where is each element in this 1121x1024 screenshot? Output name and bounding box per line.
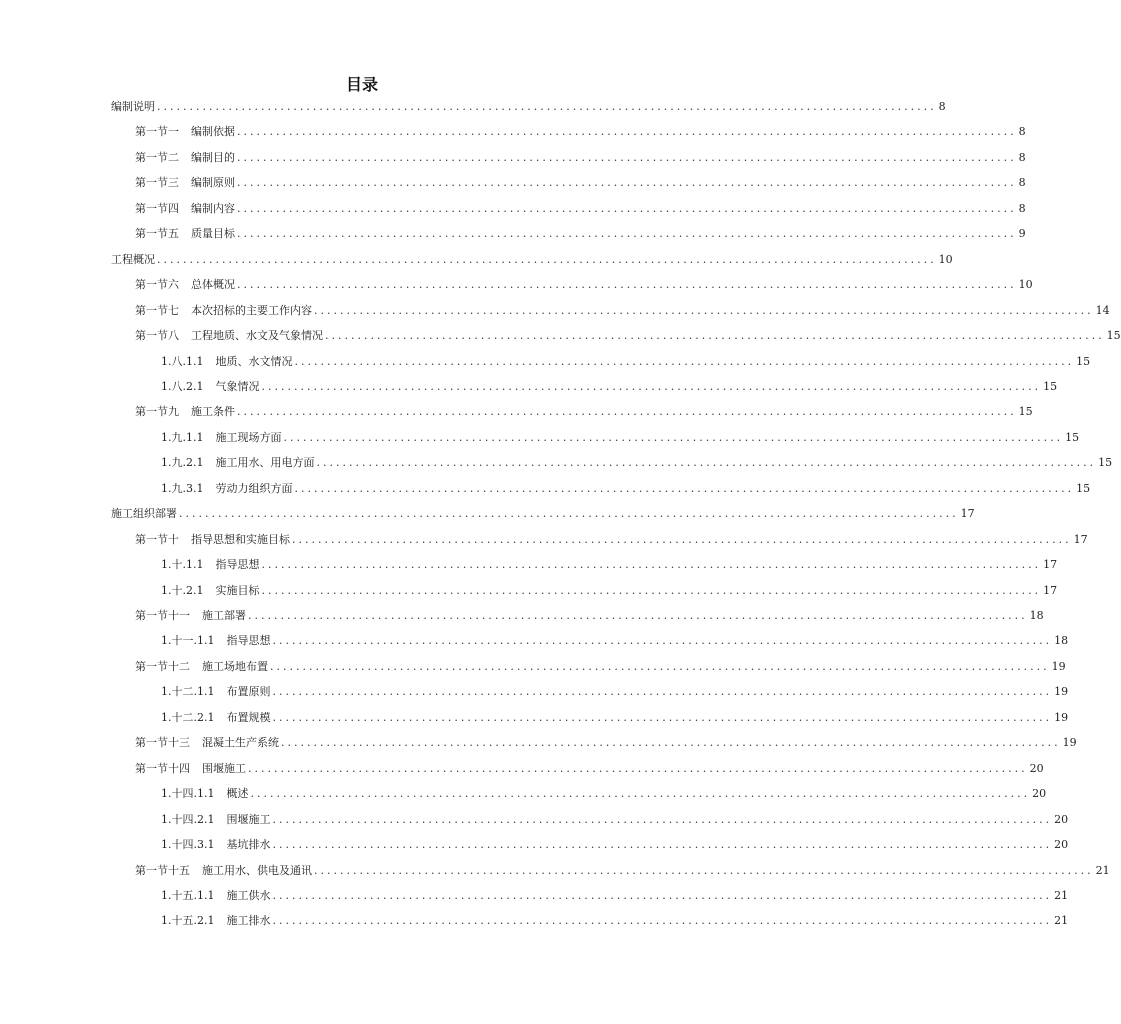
toc-page-number: 18: [1029, 609, 1044, 622]
toc-entry-label: [161, 380, 260, 394]
toc-entry-number: 1.九.2.1: [161, 456, 204, 470]
toc-entry-label: [161, 558, 260, 572]
toc-entry-title: 施工现场方面: [215, 430, 282, 444]
toc-entry[interactable]: [135, 300, 1110, 318]
toc-page-number: 20: [1054, 838, 1069, 852]
toc-dot-leader: ........................................................................................................................: [237, 405, 1017, 419]
toc-entry-label: [135, 329, 323, 343]
toc-entry-number: 编制说明: [111, 100, 155, 113]
toc-entry[interactable]: [161, 351, 1091, 369]
toc-entry-number: 1.十四.2.1: [161, 812, 215, 826]
toc-dot-leader: ........................................................................................................................: [272, 888, 1053, 902]
toc-page-number: 15: [1043, 379, 1058, 393]
toc-dot-leader: ........................................................................................................................: [157, 100, 937, 113]
toc-entry-number: 第一节十一: [135, 609, 190, 622]
toc-page-number: 17: [1043, 558, 1058, 572]
toc-entry-number: 施工组织部署: [111, 507, 177, 521]
toc-entry-label: [135, 736, 279, 750]
toc-dot-leader: ........................................................................................................................: [248, 609, 1028, 622]
toc-entry[interactable]: [161, 554, 1058, 572]
toc-entry-title: 指导思想: [215, 558, 260, 572]
toc-entry-number: 第一节五: [135, 227, 179, 241]
toc-entry-title: 施工条件: [191, 405, 235, 419]
toc-entry-number: 1.十.1.1: [161, 558, 204, 572]
toc-page-number: 15: [1018, 405, 1033, 419]
toc-entry[interactable]: [135, 121, 1026, 139]
toc-entry[interactable]: [111, 503, 975, 521]
toc-entry-title: 指导思想和实施目标: [191, 532, 290, 546]
toc-entry-number: 1.九.1.1: [161, 430, 204, 444]
toc-entry-label: [135, 533, 290, 547]
toc-dot-leader: ........................................................................................................................: [237, 176, 1017, 190]
toc-entry-number: 工程概况: [111, 252, 155, 266]
toc-page-number: 17: [1043, 583, 1058, 597]
toc-entry-title: 布置原则: [226, 685, 271, 699]
toc-entry-label: [135, 151, 235, 165]
toc-entry-title: 编制内容: [191, 201, 235, 215]
toc-entry-title: 指导思想: [226, 634, 271, 648]
toc-entry-title: 布置规模: [226, 710, 271, 724]
toc-entry[interactable]: [161, 834, 1069, 852]
toc-entry[interactable]: [135, 198, 1026, 216]
toc-page-number: 15: [1076, 481, 1091, 495]
toc-entry-number: 1.十一.1.1: [161, 634, 215, 648]
toc-dot-leader: ........................................................................................................................: [292, 532, 1072, 546]
toc-page-number: 20: [1032, 787, 1047, 801]
toc-dot-leader: ........................................................................................................................: [283, 430, 1064, 444]
toc-entry[interactable]: [135, 732, 1077, 750]
toc-dot-leader: ........................................................................................................................: [179, 507, 959, 521]
toc-page-number: 20: [1029, 761, 1044, 775]
toc-entry-number: 第一节一: [135, 125, 179, 139]
toc-page-number: 15: [1106, 329, 1121, 343]
toc-entry-label: [135, 762, 246, 776]
toc-entry-title: 基坑排水: [226, 838, 271, 852]
toc-entry-title: 施工用水、供电及通讯: [202, 863, 312, 877]
toc-entry-label: [135, 227, 235, 241]
toc-entry[interactable]: [161, 478, 1091, 496]
toc-entry[interactable]: [135, 656, 1066, 674]
toc-dot-leader: ........................................................................................................................: [157, 252, 937, 266]
toc-entry-label: [135, 304, 312, 318]
toc-entry[interactable]: [135, 529, 1088, 547]
toc-entry-title: 总体概况: [191, 278, 235, 292]
toc-entry-title: 施工供水: [226, 888, 271, 902]
toc-entry-title: 施工场地布置: [202, 659, 268, 673]
toc-entry-number: 第一节八: [135, 329, 179, 343]
toc-entry[interactable]: [135, 147, 1026, 165]
toc-entry[interactable]: [135, 605, 1044, 623]
toc-entry-label: [111, 253, 155, 267]
toc-entry-label: [135, 609, 246, 623]
toc-dot-leader: ........................................................................................................................: [237, 125, 1017, 139]
toc-entry-title: 施工用水、用电方面: [215, 456, 315, 470]
toc-entry[interactable]: [135, 223, 1026, 241]
toc-entry-title: 编制原则: [191, 176, 235, 190]
toc-page-number: 19: [1062, 736, 1077, 750]
toc-dot-leader: ........................................................................................................................: [272, 710, 1053, 724]
toc-entry-title: 围堰施工: [202, 761, 246, 775]
toc-dot-leader: ........................................................................................................................: [270, 659, 1050, 673]
toc-dot-leader: ........................................................................................................................: [248, 761, 1028, 775]
toc-dot-leader: ........................................................................................................................: [281, 736, 1061, 750]
toc-entry-title: 编制依据: [191, 125, 235, 139]
toc-page-number: 19: [1054, 685, 1069, 699]
toc-entry-label: [135, 202, 235, 216]
toc-entry[interactable]: [135, 274, 1033, 292]
toc-page-number: 8: [1018, 201, 1026, 215]
toc-entry[interactable]: [161, 580, 1058, 598]
toc-entry-title: 围堰施工: [226, 812, 271, 826]
toc-page-number: 10: [938, 252, 953, 266]
toc-entry[interactable]: [161, 885, 1069, 903]
toc-entry-number: 第一节七: [135, 303, 179, 317]
toc-dot-leader: ........................................................................................................................: [325, 329, 1105, 343]
toc-entry-number: 第一节十五: [135, 863, 190, 877]
toc-entry-title: 施工排水: [226, 914, 271, 928]
toc-entry-number: 1.九.3.1: [161, 481, 204, 495]
toc-entry[interactable]: [135, 758, 1044, 776]
toc-entry-label: [135, 125, 235, 139]
toc-entry-title: 劳动力组织方面: [215, 481, 293, 495]
toc-page-number: 14: [1095, 303, 1110, 317]
toc-entry-number: 1.十五.1.1: [161, 888, 215, 902]
toc-entry[interactable]: [111, 96, 946, 114]
toc-entry-label: [161, 634, 271, 648]
toc-entry-number: 1.八.1.1: [161, 354, 204, 368]
toc-entry-number: 1.十五.2.1: [161, 914, 215, 928]
toc-page-number: 17: [1073, 532, 1088, 546]
toc-entry-title: 实施目标: [215, 583, 260, 597]
toc-page-number: 9: [1018, 227, 1026, 241]
toc-entry-number: 第一节十: [135, 532, 179, 546]
toc-entry[interactable]: [161, 376, 1058, 394]
toc-page-number: 21: [1054, 888, 1069, 902]
toc-dot-leader: ........................................................................................................................: [261, 583, 1042, 597]
toc-dot-leader: ........................................................................................................................: [272, 914, 1053, 928]
toc-entry-title: 施工部署: [202, 609, 246, 622]
toc-entry-number: 第一节十四: [135, 761, 190, 775]
toc-entry-label: [161, 355, 293, 369]
toc-entry-label: [111, 100, 155, 114]
toc-entry-number: 1.十四.1.1: [161, 787, 215, 801]
toc-entry-number: 1.十二.1.1: [161, 685, 215, 699]
toc-entry[interactable]: [135, 325, 1121, 343]
toc-page-number: 21: [1054, 914, 1069, 928]
toc-dot-leader: ........................................................................................................................: [316, 456, 1097, 470]
toc-entry-number: 第一节十三: [135, 736, 190, 750]
toc-page-number: 15: [1065, 430, 1080, 444]
toc-dot-leader: ........................................................................................................................: [261, 379, 1042, 393]
toc-entry-title: 概述: [226, 787, 249, 801]
toc-dot-leader: ........................................................................................................................: [237, 227, 1017, 241]
toc-entry-number: 第一节四: [135, 201, 179, 215]
toc-entry-title: 编制目的: [191, 150, 235, 164]
toc-entry-number: 第一节六: [135, 278, 179, 292]
toc-page-number: 8: [938, 100, 946, 113]
toc-dot-leader: ........................................................................................................................: [314, 863, 1094, 877]
toc-entry-number: 第一节十二: [135, 659, 190, 673]
toc-entry[interactable]: [161, 681, 1069, 699]
toc-entry-label: [161, 456, 315, 470]
toc-entry-number: 1.十二.2.1: [161, 710, 215, 724]
toc-entry-number: 1.十.2.1: [161, 583, 204, 597]
toc-entry-label: [161, 813, 271, 827]
toc-entry[interactable]: [161, 910, 1069, 928]
toc-entry[interactable]: [161, 783, 1047, 801]
toc-page-number: 15: [1098, 456, 1113, 470]
toc-entry[interactable]: [161, 809, 1069, 827]
toc-entry[interactable]: [161, 707, 1069, 725]
toc-entry-label: [161, 685, 271, 699]
toc-entry-number: 第一节九: [135, 405, 179, 419]
toc-dot-leader: ........................................................................................................................: [294, 481, 1075, 495]
toc-entry-title: 质量目标: [191, 227, 235, 241]
toc-entry-label: [161, 914, 271, 928]
toc-page-number: 19: [1051, 659, 1066, 673]
toc-entry-number: 第一节二: [135, 150, 179, 164]
toc-page-number: 8: [1018, 150, 1026, 164]
toc-page-number: 18: [1054, 634, 1069, 648]
toc-entry[interactable]: [135, 860, 1110, 878]
toc-entry-label: [161, 787, 249, 801]
toc-entry-label: [135, 864, 312, 878]
toc-dot-leader: ........................................................................................................................: [294, 354, 1075, 368]
toc-entry-label: [111, 507, 177, 521]
toc-title: 目录: [345, 75, 378, 94]
toc-page-number: 8: [1018, 125, 1026, 139]
toc-entry-title: 地质、水文情况: [215, 354, 293, 368]
toc-entry-label: [161, 482, 293, 496]
toc-dot-leader: ........................................................................................................................: [250, 787, 1031, 801]
toc-dot-leader: ........................................................................................................................: [237, 201, 1017, 215]
toc-entry-title: 混凝土生产系统: [202, 736, 279, 750]
toc-entry-label: [161, 711, 271, 725]
toc-entry-label: [135, 660, 268, 674]
toc-entry-number: 第一节三: [135, 176, 179, 190]
toc-entry[interactable]: [161, 427, 1080, 445]
toc-page-number: 17: [960, 507, 975, 521]
toc-page-number: 19: [1054, 710, 1069, 724]
toc-entry-label: [161, 584, 260, 598]
toc-entry-label: [161, 431, 282, 445]
toc-page-number: 15: [1076, 354, 1091, 368]
toc-entry-number: 1.八.2.1: [161, 379, 204, 393]
toc-entry[interactable]: [161, 630, 1069, 648]
toc-entry-title: 气象情况: [215, 379, 260, 393]
toc-dot-leader: ........................................................................................................................: [237, 278, 1017, 292]
toc-entry-label: [161, 838, 271, 852]
toc-entry-number: 1.十四.3.1: [161, 838, 215, 852]
toc-entry-title: 工程地质、水文及气象情况: [191, 329, 323, 343]
toc-entry[interactable]: [111, 249, 953, 267]
toc-entry-label: [161, 889, 271, 903]
toc-page-number: 20: [1054, 812, 1069, 826]
toc-entry-title: 本次招标的主要工作内容: [191, 303, 312, 317]
toc-page-number: 21: [1095, 863, 1110, 877]
toc-entry[interactable]: [135, 401, 1033, 419]
toc-dot-leader: ........................................................................................................................: [272, 634, 1053, 648]
toc-page-number: 8: [1018, 176, 1026, 190]
toc-page-number: 10: [1018, 278, 1033, 292]
toc-entry[interactable]: [135, 172, 1026, 190]
toc-entry-label: [135, 405, 235, 419]
toc-entry-label: [135, 176, 235, 190]
toc-entry-label: [135, 278, 235, 292]
toc-dot-leader: ........................................................................................................................: [314, 303, 1094, 317]
toc-dot-leader: ........................................................................................................................: [272, 812, 1053, 826]
toc-dot-leader: ........................................................................................................................: [272, 838, 1053, 852]
toc-dot-leader: ........................................................................................................................: [237, 150, 1017, 164]
toc-entry[interactable]: [161, 452, 1113, 470]
toc-dot-leader: ........................................................................................................................: [261, 558, 1042, 572]
toc-dot-leader: ........................................................................................................................: [272, 685, 1053, 699]
